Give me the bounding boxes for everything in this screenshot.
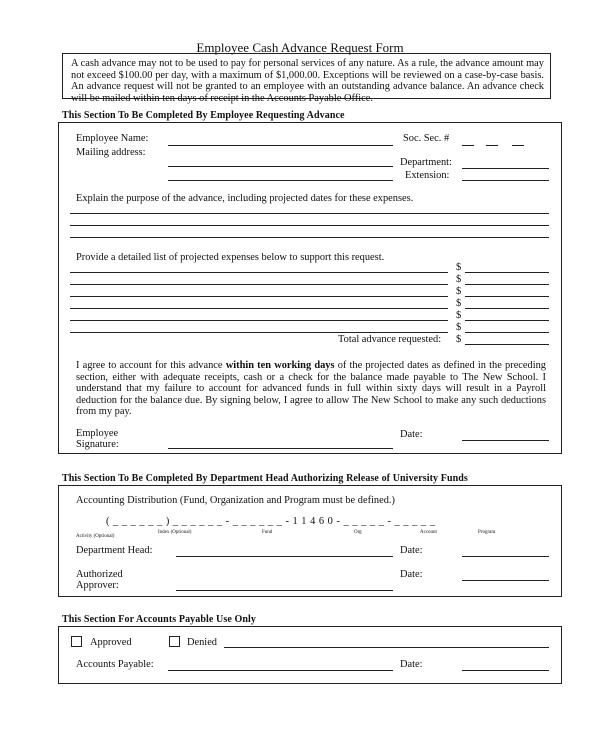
mailing-address-label: Mailing address: [76, 147, 146, 158]
sub-org: Org [354, 530, 362, 535]
total-advance-label: Total advance requested: [338, 334, 442, 345]
soc-sec-field-2[interactable] [486, 145, 498, 146]
expense-desc-6[interactable] [70, 332, 448, 333]
accounts-payable-date-field[interactable] [462, 670, 549, 671]
expense-desc-1[interactable] [70, 272, 448, 273]
date-label: Date: [400, 569, 423, 580]
purpose-prompt: Explain the purpose of the advance, including projected dates for these expenses. [76, 193, 414, 204]
form-title: Employee Cash Advance Request Form [196, 40, 404, 55]
section2-title: This Section To Be Completed By Department Head Authorizing Release of University Funds [62, 473, 468, 484]
expense-desc-2[interactable] [70, 284, 448, 285]
accounts-payable-label: Accounts Payable: [76, 659, 154, 670]
dollar-sign: $ [456, 310, 462, 321]
expense-amount-6[interactable] [465, 332, 549, 333]
total-advance-field[interactable] [465, 344, 549, 345]
extension-field[interactable] [462, 180, 549, 181]
account-code-field[interactable]: ( _ _ _ _ _ _ ) _ _ _ _ _ _ - _ _ _ _ _ _ - 1 1 4 6 0 - _ _ _ _ _ - _ _ _ _ _ [106, 516, 436, 527]
sub-account: Account [420, 530, 437, 535]
department-head-label: Department Head: [76, 545, 153, 556]
soc-sec-label: Soc. Sec. # [403, 133, 450, 144]
sub-program: Program [478, 530, 496, 535]
agreement-text-start: I agree to account for this advance [76, 360, 226, 371]
approved-label: Approved [90, 637, 132, 648]
denied-reason-field[interactable] [224, 647, 549, 648]
section1-title: This Section To Be Completed By Employee Requesting Advance [62, 110, 345, 121]
employee-name-label: Employee Name: [76, 133, 149, 144]
intro-box [62, 53, 551, 104]
sub-fund: Fund [262, 530, 273, 535]
sub-index: Index (Optional) [158, 530, 192, 535]
intro-text: A cash advance may not to be used to pay for personal services of any nature. As a rule, the advance amount may not exceed $100.00 per day, with a maximum of $1,000.00. Exceptions will be reviewed on a case-by-case basis. An advance request will not be granted to an employee with an outstanding advance balance. An advance check will be mailed within ten days of receipt in the Accounts Payable Office. [71, 58, 544, 104]
department-head-field[interactable] [176, 556, 393, 557]
dollar-sign: $ [456, 298, 462, 309]
expense-desc-4[interactable] [70, 308, 448, 309]
mailing-address-field-2[interactable] [168, 180, 393, 181]
mailing-address-field-1[interactable] [168, 166, 393, 167]
denied-label: Denied [187, 637, 218, 648]
approver-field[interactable] [176, 590, 393, 591]
employee-signature-field[interactable] [168, 448, 393, 449]
purpose-line-2[interactable] [70, 225, 549, 226]
employee-date-field[interactable] [462, 440, 549, 441]
dollar-sign: $ [456, 322, 462, 333]
extension-label: Extension: [405, 170, 450, 181]
agreement-text-rest: of the projected dates as defined in the preceding section, either with adequate receipts, cash or a check for the balance made payable to The New School. I understand that my failure to account for advanced funds in full within sixty days will result in a Payroll deduction for the balance due. By signing below, I agree to allow The New School to make any such deductions from my pay. [76, 360, 546, 418]
approver-date-field[interactable] [462, 580, 549, 581]
expense-amount-5[interactable] [465, 320, 549, 321]
expense-amount-2[interactable] [465, 284, 549, 285]
date-label: Date: [400, 545, 423, 556]
denied-checkbox[interactable] [169, 636, 180, 647]
employee-label: Employee [76, 428, 119, 439]
approver-label: Approver: [76, 580, 119, 591]
dollar-sign: $ [456, 262, 462, 273]
expense-desc-5[interactable] [70, 320, 448, 321]
approved-checkbox[interactable] [71, 636, 82, 647]
accounts-payable-field[interactable] [168, 670, 393, 671]
purpose-line-1[interactable] [70, 213, 549, 214]
dollar-sign: $ [456, 334, 462, 345]
authorized-label: Authorized [76, 569, 123, 580]
department-label: Department: [400, 157, 452, 168]
expense-desc-3[interactable] [70, 296, 448, 297]
expense-amount-1[interactable] [465, 272, 549, 273]
dollar-sign: $ [456, 286, 462, 297]
agreement-text-bold: within ten working days [225, 360, 335, 371]
section3-title: This Section For Accounts Payable Use Only [62, 614, 257, 625]
expense-amount-4[interactable] [465, 308, 549, 309]
agreement-paragraph [76, 360, 546, 418]
date-label: Date: [400, 429, 423, 440]
sub-activity: Activity (Optional) [76, 534, 115, 539]
expenses-prompt: Provide a detailed list of projected expenses below to support this request. [76, 252, 385, 263]
soc-sec-field-3[interactable] [512, 145, 524, 146]
employee-name-field[interactable] [168, 145, 393, 146]
department-head-date-field[interactable] [462, 556, 549, 557]
date-label: Date: [400, 659, 423, 670]
accounting-distribution-label: Accounting Distribution (Fund, Organization and Program must be defined.) [76, 495, 395, 506]
department-field[interactable] [462, 168, 549, 169]
dollar-sign: $ [456, 274, 462, 285]
purpose-line-3[interactable] [70, 237, 549, 238]
signature-label: Signature: [76, 439, 119, 450]
expense-amount-3[interactable] [465, 296, 549, 297]
section3-box [58, 626, 562, 684]
soc-sec-field-1[interactable] [462, 145, 474, 146]
